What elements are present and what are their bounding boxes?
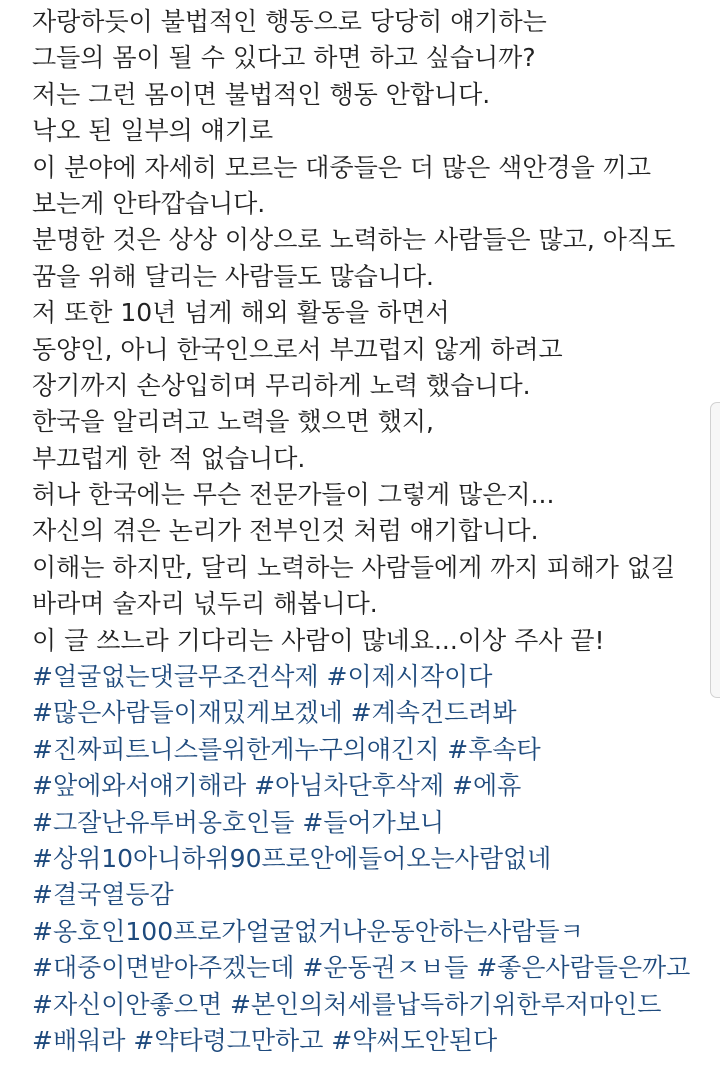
post-body-line: 동양인, 아니 한국인으로서 부끄럽지 않게 하려고 [32, 334, 563, 364]
post-body-line: 허나 한국에는 무슨 전문가들이 그렇게 많은지... [32, 480, 555, 510]
post-body-line: 바라며 술자리 넋두리 해봅니다. [32, 589, 378, 619]
hashtag-line[interactable]: #배워라 #약타령그만하고 #약써도안된다 [32, 1025, 498, 1055]
hashtag-line[interactable]: #많은사람들이재밌게보겠네 #계속건드려봐 [32, 698, 517, 728]
hashtag-line[interactable]: #상위10아니하위90프로안에들어오는사람없네 [32, 843, 552, 873]
post-body-line: 이 글 쓰느라 기다리는 사람이 많네요...이상 주사 끝! [32, 625, 605, 655]
post-body-line: 자신의 겪은 논리가 전부인것 처럼 얘기합니다. [32, 516, 539, 546]
edge-scroll-handle[interactable] [710, 402, 720, 698]
post-body-line: 분명한 것은 상상 이상으로 노력하는 사람들은 많고, 아직도 [32, 225, 676, 255]
post-body-line: 이 분야에 자세히 모르는 대중들은 더 많은 색안경을 끼고 [32, 152, 652, 182]
post-body-line: 저 또한 10년 넘게 해외 활동을 하면서 [32, 298, 450, 328]
hashtag-line[interactable]: #앞에와서얘기해라 #아님차단후삭제 #에휴 [32, 771, 522, 801]
post-body-line: 부끄럽게 한 적 없습니다. [32, 443, 306, 473]
hashtag-list [32, 659, 712, 1059]
post-body [32, 4, 712, 659]
post-body-line: 저는 그런 몸이면 불법적인 행동 안합니다. [32, 79, 491, 109]
hashtag-line[interactable]: #얼굴없는댓글무조건삭제 #이제시작이다 [32, 662, 493, 692]
hashtag-line[interactable]: #자신이안좋으면 #본인의처세를납득하기위한루저마인드 [32, 989, 662, 1019]
hashtag-line[interactable]: #대중이면받아주겠는데 #운동권ㅈㅂ들 #좋은사람들은까고 [32, 953, 691, 983]
post-body-line: 장기까지 손상입히며 무리하게 노력 했습니다. [32, 370, 531, 400]
post-body-line: 보는게 안타깝습니다. [32, 188, 266, 218]
post-body-line: 꿈을 위해 달리는 사람들도 많습니다. [32, 261, 434, 291]
post-body-line: 한국을 알리려고 노력을 했으면 했지, [32, 407, 434, 437]
post-body-line: 이해는 하지만, 달리 노력하는 사람들에게 까지 피해가 없길 [32, 552, 676, 582]
post-content [32, 4, 712, 1059]
post-body-line: 그들의 몸이 될 수 있다고 하면 하고 싶습니까? [32, 43, 536, 73]
hashtag-line[interactable]: #진짜피트니스를위한게누구의얘긴지 #후속타 [32, 734, 541, 764]
post-body-line: 자랑하듯이 불법적인 행동으로 당당히 얘기하는 [32, 7, 547, 36]
hashtag-line[interactable]: #그잘난유투버옹호인들 #들어가보니 [32, 807, 445, 837]
hashtag-line[interactable]: #결국열등감 [32, 880, 174, 910]
hashtag-line[interactable]: #옹호인100프로가얼굴없거나운동안하는사람들ㅋ [32, 916, 584, 946]
post-body-line: 낙오 된 일부의 얘기로 [32, 116, 274, 146]
